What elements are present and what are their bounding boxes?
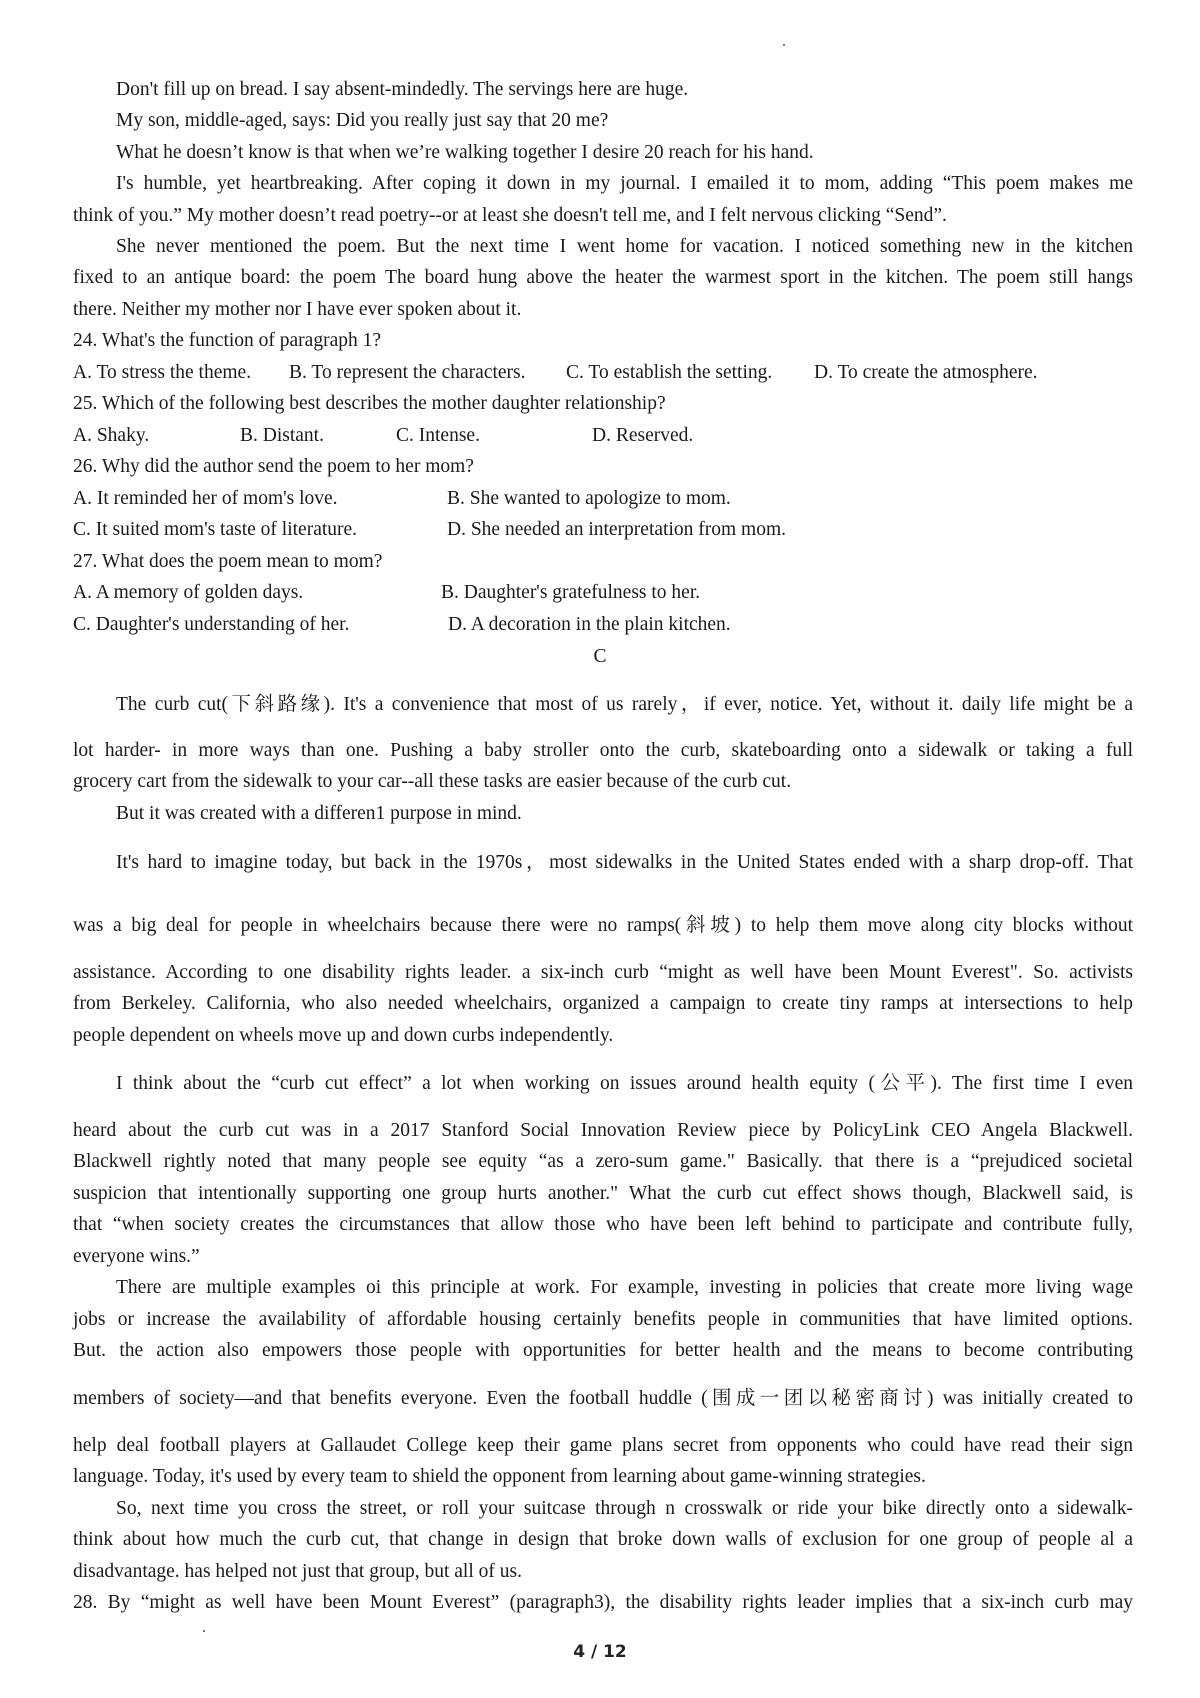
passage-b-paragraph-4-line-1: I's humble, yet heartbreaking. After coping it down in my journal. I emailed it to mom, adding “This poem makes me <box>116 173 1133 194</box>
question-25-option-a: A. Shaky. <box>73 425 150 446</box>
section-c-paragraph-1-line-3: grocery cart from the sidewalk to your car--all these tasks are easier because of the curb cut. <box>73 771 792 792</box>
passage-b-paragraph-1: Don't fill up on bread. I say absent-mindedly. The servings here are huge. <box>116 79 689 100</box>
section-c-paragraph-3-line-2: was a big deal for people in wheelchairs because there were no ramps(斜坡) to help them move along city blocks without <box>73 915 1133 936</box>
section-c-paragraph-4-line-4: suspicion that intentionally supporting one group hurts another." What the curb cut effect shows though, Blackwell said, is <box>73 1183 1133 1204</box>
question-25: 25. Which of the following best describes the mother daughter relationship? <box>73 393 666 414</box>
section-c-paragraph-2: But it was created with a differen1 purpose in mind. <box>116 803 522 824</box>
question-26-option-c: C. It suited mom's taste of literature. <box>73 519 358 540</box>
section-c-paragraph-1-line-2: lot harder- in more ways than one. Pushing a baby stroller onto the curb, skateboarding onto a sidewalk or taking a full <box>73 740 1133 761</box>
question-27-option-d: D. A decoration in the plain kitchen. <box>448 614 731 635</box>
question-24-option-c: C. To establish the setting. <box>566 362 773 383</box>
question-26-option-b: B. She wanted to apologize to mom. <box>447 488 731 509</box>
scan-speck <box>203 1630 205 1632</box>
passage-b-paragraph-5-line-1: She never mentioned the poem. But the next time I went home for vacation. I noticed something new in the kitchen <box>116 236 1133 257</box>
question-24-option-d: D. To create the atmosphere. <box>814 362 1038 383</box>
section-c-paragraph-4-line-2: heard about the curb cut was in a 2017 Stanford Social Innovation Review piece by PolicyLink CEO Angela Blackwell. <box>73 1120 1133 1141</box>
question-24-option-b: B. To represent the characters. <box>289 362 526 383</box>
section-c-paragraph-5-line-2: jobs or increase the availability of affordable housing certainly benefits people in communities that have limited options. <box>73 1309 1133 1330</box>
question-25-option-c: C. Intense. <box>396 425 480 446</box>
question-27: 27. What does the poem mean to mom? <box>73 551 383 572</box>
passage-b-paragraph-5-line-3: there. Neither my mother nor I have ever spoken about it. <box>73 299 522 320</box>
section-c-paragraph-4-line-3: Blackwell rightly noted that many people see equity “as a zero-sum game." Basically. that there is a “prejudiced societal <box>73 1151 1133 1172</box>
section-c-paragraph-5-line-3: But. the action also empowers those people with opportunities for better health and the means to become contributing <box>73 1340 1133 1361</box>
question-24-option-a: A. To stress the theme. <box>73 362 252 383</box>
section-c-paragraph-6-line-3: disadvantage. has helped not just that group, but all of us. <box>73 1561 522 1582</box>
page-indicator: 4 / 12 <box>573 1642 627 1662</box>
section-c-paragraph-5-line-1: There are multiple examples oi this principle at work. For example, investing in policies that create more living wage <box>116 1277 1133 1298</box>
section-c-paragraph-3-line-3: assistance. According to one disability rights leader. a six-inch curb “might as well have been Mount Everest". So. activists <box>73 962 1133 983</box>
question-26-option-d: D. She needed an interpretation from mom. <box>447 519 786 540</box>
section-c-paragraph-3-line-1: It's hard to imagine today, but back in the 1970s，most sidewalks in the United States ended with a sharp drop-off. That <box>116 852 1133 873</box>
section-c-paragraph-1-line-1: The curb cut(下斜路缘). It's a convenience that most of us rarely，if ever, notice. Yet, without it. daily life might be a <box>116 694 1133 715</box>
question-26: 26. Why did the author send the poem to her mom? <box>73 456 474 477</box>
section-c-paragraph-3-line-4: from Berkeley. California, who also needed wheelchairs, organized a campaign to create tiny ramps at intersections to help <box>73 993 1133 1014</box>
passage-b-paragraph-2: My son, middle-aged, says: Did you really just say that 20 me? <box>116 110 609 131</box>
question-24: 24. What's the function of paragraph 1? <box>73 330 382 351</box>
section-c-paragraph-4-line-5: that “when society creates the circumstances that allow those who have been left behind to participate and contribute fully, <box>73 1214 1133 1235</box>
question-27-option-b: B. Daughter's gratefulness to her. <box>441 582 701 603</box>
passage-b-paragraph-4-line-2: think of you.” My mother doesn’t read poetry--or at least she doesn't tell me, and I felt nervous clicking “Send”. <box>73 205 947 226</box>
section-c-paragraph-6-line-1: So, next time you cross the street, or roll your suitcase through n crosswalk or ride your bike directly onto a sidewalk- <box>116 1498 1133 1519</box>
section-c-paragraph-3-line-5: people dependent on wheels move up and down curbs independently. <box>73 1025 614 1046</box>
question-26-option-a: A. It reminded her of mom's love. <box>73 488 338 509</box>
question-28: 28. By “might as well have been Mount Everest” (paragraph3), the disability rights leader implies that a six-inch curb may <box>73 1592 1133 1613</box>
scan-speck <box>783 44 785 46</box>
section-c-paragraph-5-line-4: members of society—and that benefits everyone. Even the football huddle (围成一团以秘密商讨) was initially created to <box>73 1388 1133 1409</box>
question-27-option-c: C. Daughter's understanding of her. <box>73 614 350 635</box>
section-c-paragraph-5-line-5: help deal football players at Gallaudet College keep their game plans secret from opponents who could have read their sign <box>73 1435 1133 1456</box>
question-27-option-a: A. A memory of golden days. <box>73 582 304 603</box>
section-c-paragraph-5-line-6: language. Today, it's used by every team to shield the opponent from learning about game-winning strategies. <box>73 1466 926 1487</box>
section-c-paragraph-6-line-2: think about how much the curb cut, that change in design that broke down walls of exclusion for one group of people al a <box>73 1529 1133 1550</box>
passage-b-paragraph-3: What he doesn’t know is that when we’re walking together I desire 20 reach for his hand. <box>116 142 814 163</box>
section-c-paragraph-4-line-1: I think about the “curb cut effect” a lot when working on issues around health equity (公平). The first time I even <box>116 1073 1133 1094</box>
section-c-paragraph-4-line-6: everyone wins.” <box>73 1246 200 1267</box>
question-25-option-d: D. Reserved. <box>592 425 694 446</box>
section-c-label: C <box>593 646 607 667</box>
passage-b-paragraph-5-line-2: fixed to an antique board: the poem The board hung above the heater the warmest sport in the kitchen. The poem still hangs <box>73 267 1133 288</box>
question-25-option-b: B. Distant. <box>240 425 324 446</box>
